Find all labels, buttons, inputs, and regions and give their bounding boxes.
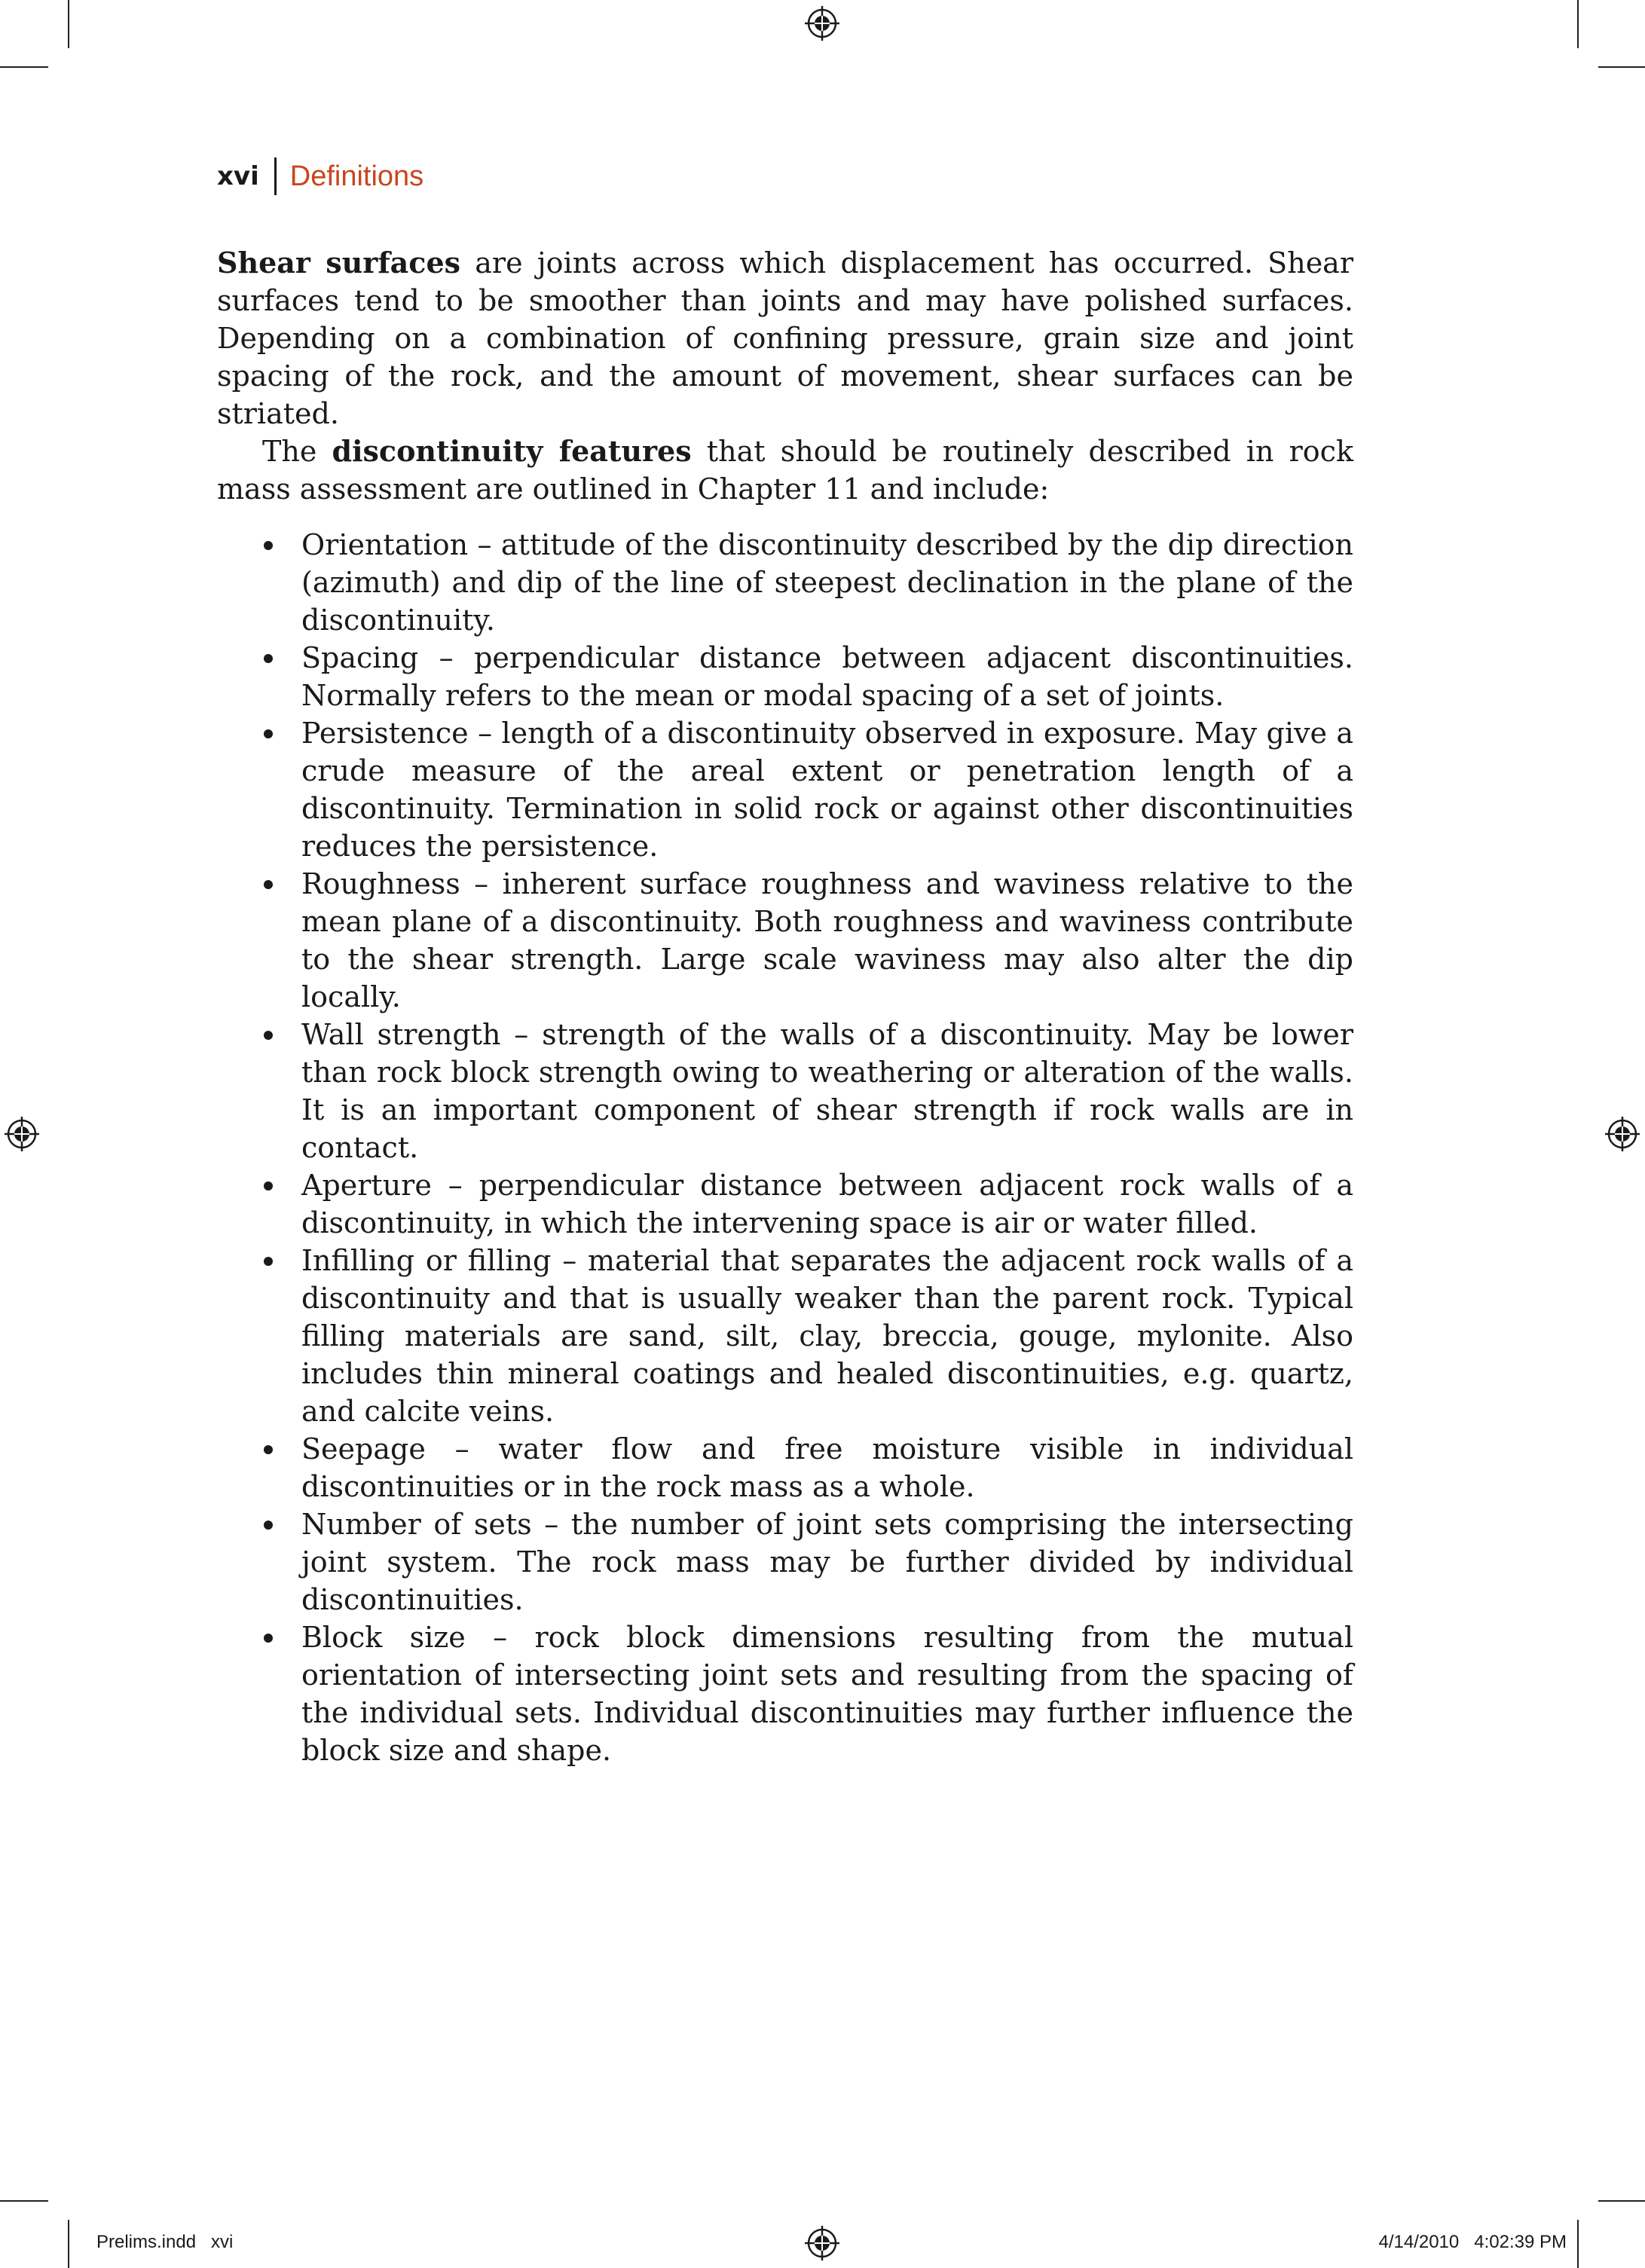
registration-mark-icon bbox=[5, 1117, 39, 1151]
discontinuity-features-list bbox=[217, 526, 1353, 1769]
list-item-text: Wall strength – strength of the walls of a discontinuity. May be lower than rock block strength owing to weathering or alteration of the walls. It is an important component of shear strength if rock walls are in contact. bbox=[301, 1018, 1353, 1164]
intro-lead: The bbox=[262, 435, 332, 468]
list-item-text: Spacing – perpendicular distance between adjacent discontinuities. Normally refers to the mean or modal spacing of a set of joints. bbox=[301, 641, 1353, 712]
crop-mark-bottom-left-horizontal bbox=[0, 2200, 48, 2202]
page-number: xvi bbox=[217, 161, 259, 191]
discontinuity-features-term: discontinuity features bbox=[332, 434, 692, 468]
list-item-text: Infilling or filling – material that separates the adjacent rock walls of a discontinuity and that is usually weaker than the parent rock. Typical filling materials are sand, silt, clay, breccia, gouge, mylonite. Also includes thin mineral coatings and healed discontinuities, e.g. quartz, and calcite veins. bbox=[301, 1244, 1353, 1428]
list-item bbox=[217, 1242, 1353, 1430]
crop-mark-bottom-right-horizontal bbox=[1598, 2200, 1645, 2202]
bullet-dot-icon bbox=[264, 880, 273, 889]
bullet-dot-icon bbox=[264, 541, 273, 550]
running-head-divider bbox=[274, 157, 277, 195]
bullet-dot-icon bbox=[264, 729, 273, 738]
bullet-dot-icon bbox=[264, 1031, 273, 1040]
list-item bbox=[217, 714, 1353, 865]
bullet-dot-icon bbox=[264, 1445, 273, 1454]
list-item bbox=[217, 1016, 1353, 1166]
crop-mark-top-right-vertical bbox=[1577, 0, 1579, 48]
registration-mark-icon bbox=[805, 6, 839, 41]
shear-surfaces-definition: are joints across which displacement has occurred. Shear surfaces tend to be smoother than joints and may have polished surfaces. Depending on a combination of confining pressure, grain size and joint spacing of the rock, and the amount of movement, shear surfaces can be striated. bbox=[217, 246, 1354, 430]
crop-mark-top-left-vertical bbox=[68, 0, 69, 48]
list-item bbox=[217, 526, 1353, 639]
registration-mark-icon bbox=[1605, 1117, 1640, 1151]
bullet-dot-icon bbox=[264, 654, 273, 663]
section-title: Definitions bbox=[289, 160, 424, 192]
slug-timestamp: 4/14/2010 4:02:39 PM bbox=[1378, 2232, 1567, 2252]
shear-surfaces-paragraph bbox=[217, 244, 1353, 433]
list-item-text: Persistence – length of a discontinuity observed in exposure. May give a crude measure of the areal extent or penetration length of a discontinuity. Termination in solid rock or against other discontinuities reduces the persistence. bbox=[301, 717, 1353, 863]
list-item bbox=[217, 1505, 1353, 1618]
list-item-text: Orientation – attitude of the discontinuity described by the dip direction (azimuth) and dip of the line of steepest declination in the plane of the discontinuity. bbox=[301, 528, 1353, 637]
crop-mark-bottom-right-vertical bbox=[1577, 2220, 1579, 2268]
list-item bbox=[217, 1166, 1353, 1242]
list-item bbox=[217, 1618, 1353, 1769]
registration-mark-icon bbox=[805, 2226, 839, 2260]
shear-surfaces-term: Shear surfaces bbox=[217, 246, 461, 280]
list-item-text: Number of sets – the number of joint sets comprising the intersecting joint system. The rock mass may be further divided by individual discontinuities. bbox=[301, 1508, 1353, 1616]
crop-mark-top-left-horizontal bbox=[0, 66, 48, 68]
intro-rest: that should be routinely described in rock mass assessment are outlined in Chapter 11 and include: bbox=[217, 435, 1353, 506]
bullet-dot-icon bbox=[264, 1634, 273, 1643]
list-item-text: Roughness – inherent surface roughness and waviness relative to the mean plane of a discontinuity. Both roughness and waviness contribute to the shear strength. Large scale waviness may also alter the dip locally. bbox=[301, 867, 1353, 1013]
list-item-text: Seepage – water flow and free moisture visible in individual discontinuities or in the rock mass as a whole. bbox=[301, 1432, 1353, 1503]
list-item-text: Aperture – perpendicular distance between adjacent rock walls of a discontinuity, in which the intervening space is air or water filled. bbox=[301, 1169, 1353, 1239]
slug-file-label: Prelims.indd xvi bbox=[96, 2232, 234, 2252]
crop-mark-bottom-left-vertical bbox=[68, 2220, 69, 2268]
bullet-dot-icon bbox=[264, 1521, 273, 1530]
list-item bbox=[217, 1430, 1353, 1505]
list-item-text: Block size – rock block dimensions resulting from the mutual orientation of intersecting joint sets and resulting from the spacing of the individual sets. Individual discontinuities may further influence the block size and shape. bbox=[301, 1621, 1353, 1767]
list-item bbox=[217, 865, 1353, 1016]
bullet-dot-icon bbox=[264, 1181, 273, 1191]
bullet-dot-icon bbox=[264, 1257, 273, 1266]
list-item bbox=[217, 639, 1353, 714]
running-head bbox=[217, 157, 423, 196]
crop-mark-top-right-horizontal bbox=[1598, 66, 1645, 68]
discontinuity-intro-paragraph bbox=[217, 433, 1353, 508]
